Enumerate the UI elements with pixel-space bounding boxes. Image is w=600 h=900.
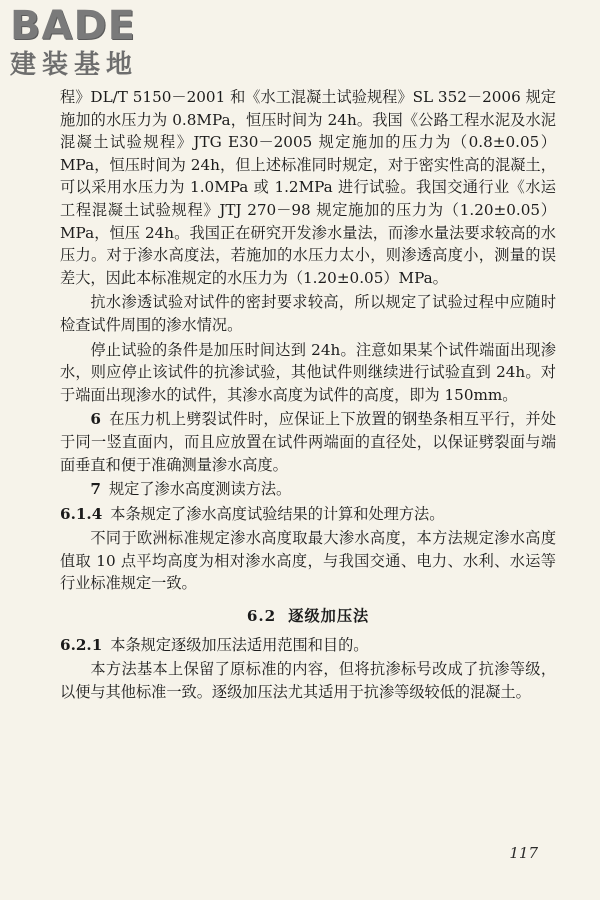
clause-text: 本条规定逐级加压法适用范围和目的。 <box>110 635 369 654</box>
clause-6-1-4 <box>60 503 556 526</box>
page-number: 117 <box>509 844 538 862</box>
paragraph-stepwise-method: 本方法基本上保留了原标准的内容，但将抗渗标号改成了抗渗等级，以便与其他标准一致。逐级加压法尤其适用于抗渗等级较低的混凝土。 <box>60 660 556 701</box>
clause-number: 6.2.1 <box>60 635 103 654</box>
watermark-logo <box>10 4 180 86</box>
paragraph-continued: 程》DL/T 5150－2001 和《水工混凝土试验规程》SL 352－2006 规定施加的水压力为 0.8MPa，恒压时间为 24h。我国《公路工程水泥及水泥混凝土试验规程》JTG E30－2005 规定施加的压力为（0.8±0.05）MPa，恒压时间为 24h，但上述标准同时规定，对于密实性高的混凝土，可以采用水压力为 1.0MPa 或 1.2MPa 进行试验。我国交通行业《水运工程混凝土试验规程》JTJ 270－98 规定施加的压力为（1.20±0.05）MPa，恒压 24h。我国正在研究开发渗水量法，而渗水量法要求较高的水压力。对于渗水高度法，若施加的水压力太小，则渗透高度小，测量的误差大，因此本标准规定的水压力为（1.20±0.05）MPa。 <box>60 88 556 287</box>
section-heading <box>60 605 556 628</box>
logo-cjk-text: 建装基地 <box>10 50 139 80</box>
clause-6-2-1 <box>60 634 556 657</box>
section-number: 6.2 <box>246 607 277 626</box>
section-title: 逐级加压法 <box>288 607 370 626</box>
item-text: 规定了渗水高度测读方法。 <box>108 480 292 499</box>
paragraph-average-height: 不同于欧洲标准规定渗水高度取最大渗水高度，本方法规定渗水高度值取 10 点平均高度为相对渗水高度，与我国交通、电力、水利、水运等行业标准规定一致。 <box>60 529 556 593</box>
item-6 <box>60 408 556 476</box>
item-7 <box>60 478 556 501</box>
clause-number: 6.1.4 <box>60 504 103 523</box>
item-text: 在压力机上劈裂试件时，应保证上下放置的钢垫条相互平行，并处于同一竖直面内，而且应放置在试件两端面的直径处，以保证劈裂面与端面垂直和便于准确测量渗水高度。 <box>60 410 556 474</box>
clause-text: 本条规定了渗水高度试验结果的计算和处理方法。 <box>110 504 445 523</box>
body-text <box>60 86 556 703</box>
paragraph-stop-condition: 停止试验的条件是加压时间达到 24h。注意如果某个试件端面出现渗水，则应停止该试件的抗渗试验，其他试件则继续进行试验直到 24h。对于端面出现渗水的试件，其渗水高度为试件的高度，即为 150mm。 <box>60 340 556 404</box>
item-number: 7 <box>90 480 101 499</box>
paragraph-sealing: 抗水渗透试验对试件的密封要求较高，所以规定了试验过程中应随时检查试件周围的渗水情况。 <box>60 293 556 334</box>
logo-latin-text: BADE <box>10 3 136 49</box>
item-number: 6 <box>90 410 101 429</box>
